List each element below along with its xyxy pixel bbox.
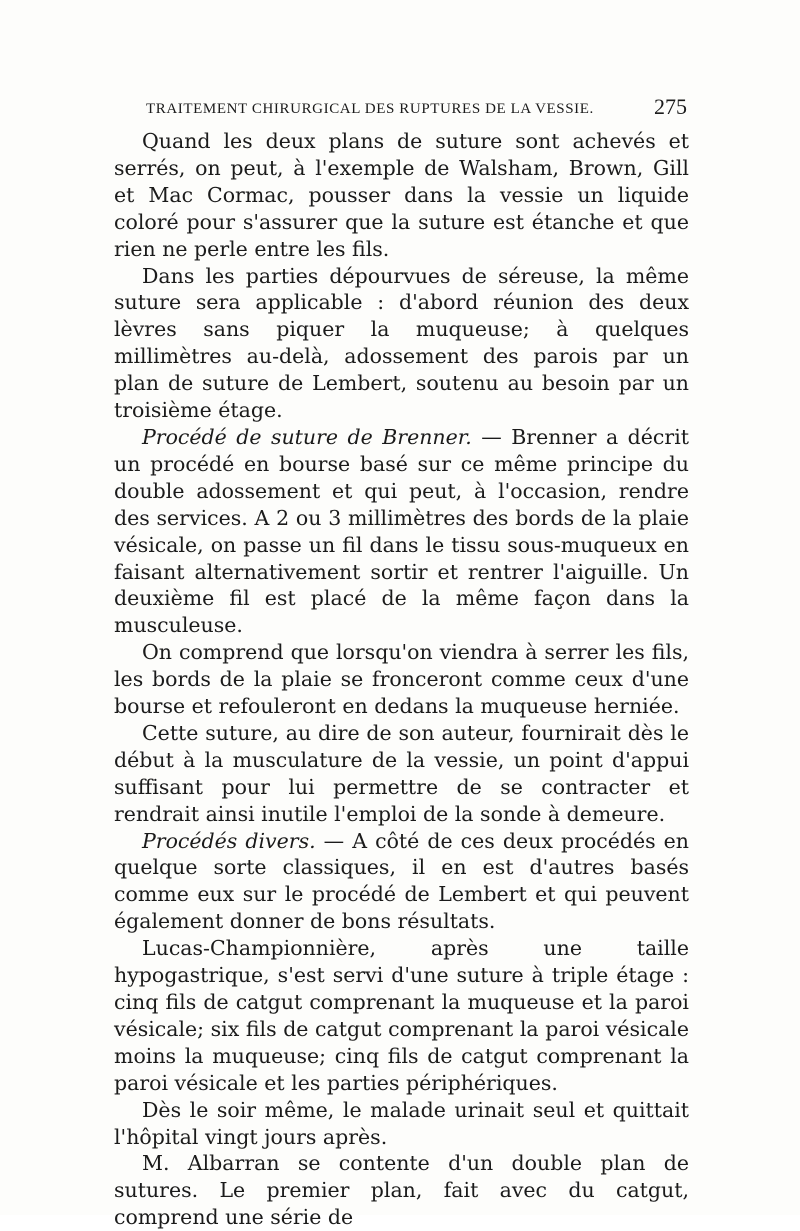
page-number: 275 [654,94,687,119]
paragraph: Quand les deux plans de suture sont achevés et serrés, on peut, à l'exemple de Walsham, Brown, Gill et Mac Cormac, pousser dans la vessie un liquide coloré pour s'assurer que la suture est étanche et que rien ne perle entre les fils. [114,129,689,261]
body-text [114,128,689,1231]
paragraph: On comprend que lorsqu'on viendra à serrer les fils, les bords de la plaie se fronceront comme ceux d'une bourse et refouleront en dedans la muqueuse herniée. [114,640,689,719]
running-head [146,94,687,123]
section-lead: Procédé de suture de Brenner. [142,424,472,449]
running-title: TRAITEMENT CHIRURGICAL DES RUPTURES DE LA VESSIE. [146,101,594,117]
paragraph: M. Albarran se contente d'un double plan de sutures. Le premier plan, fait avec du catgut, comprend une série de [114,1151,689,1230]
section-lead: Procédés divers. [142,828,316,853]
paragraph: Procédé de suture de Brenner. — Brenner a décrit un procédé en bourse basé sur ce même principe du double adossement et qui peut, à l'occasion, rendre des services. A 2 ou 3 millimètres des bords de la plaie vésicale, on passe un fil dans le tissu sous-muqueux en faisant alternativement sortir et rentrer l'aiguille. Un deuxième fil est placé de la même façon dans la musculeuse. [114,424,689,638]
paragraph: Dans les parties dépourvues de séreuse, la même suture sera applicable : d'abord réunion des deux lèvres sans piquer la muqueuse; à quelques millimètres au-delà, adossement des parois par un plan de suture de Lembert, soutenu au besoin par un troisième étage. [114,263,689,423]
paragraph: Dès le soir même, le malade urinait seul et quittait l'hôpital vingt jours après. [114,1097,689,1149]
paragraph: Cette suture, au dire de son auteur, fournirait dès le début à la musculature de la vessie, un point d'appui suffisant pour lui permettre de se contracter et rendrait ainsi inutile l'emploi de la sonde à demeure. [114,720,689,826]
paragraph: Procédés divers. — A côté de ces deux procédés en quelque sorte classiques, il en est d'autres basés comme eux sur le procédé de Lembert et qui peuvent également donner de bons résultats. [114,828,689,934]
paragraph: Lucas-Championnière, après une taille hypogastrique, s'est servi d'une suture à triple étage : cinq fils de catgut comprenant la muqueuse et la paroi vésicale; six fils de catgut comprenant la paroi vésicale moins la muqueuse; cinq fils de catgut comprenant la paroi vésicale et les parties périphériques. [114,936,689,1095]
